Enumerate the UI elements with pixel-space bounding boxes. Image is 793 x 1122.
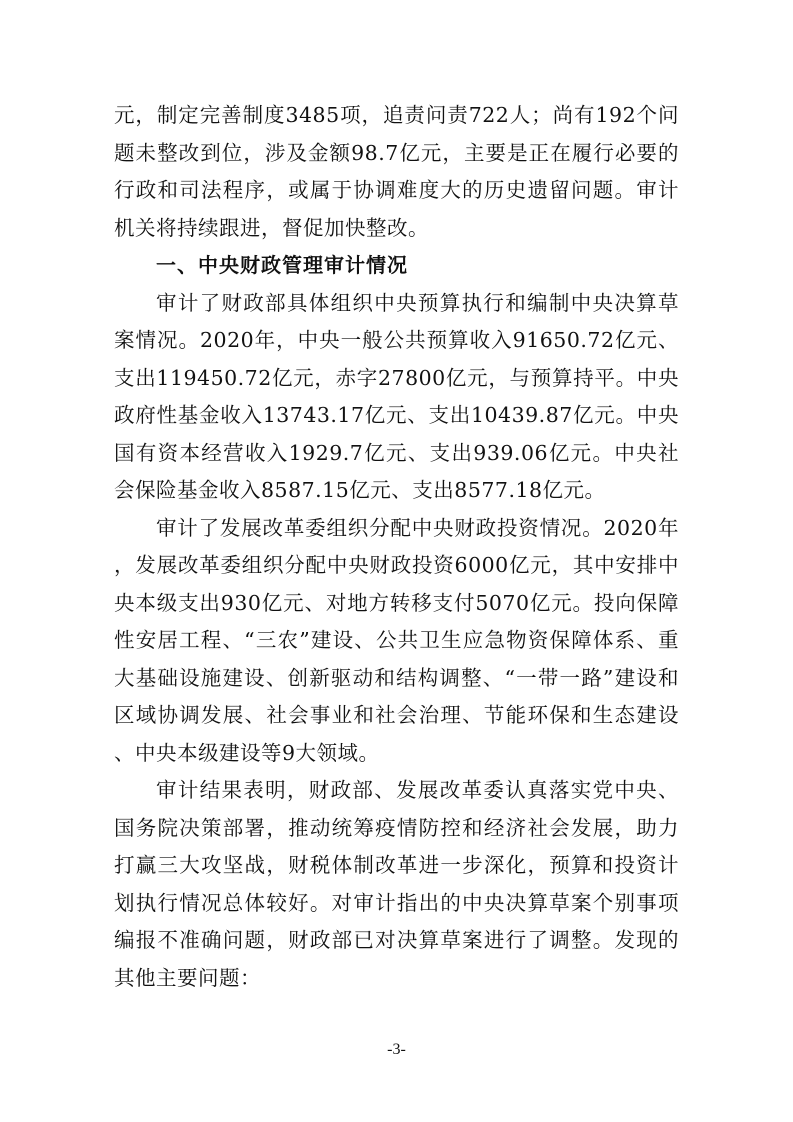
page-number: -3-	[387, 1041, 406, 1058]
document-body	[114, 97, 679, 997]
paragraph-mof-budget: 审计了财政部具体组织中央预算执行和编制中央决算草案情况。2020年，中央一般公共预算收入91650.72亿元、支出119450.72亿元，赤字27800亿元，与预算持平。中央政府性基金收入13743.17亿元、支出10439.87亿元。中央国有资本经营收入1929.7亿元、支出939.06亿元。中央社会保险基金收入8587.15亿元、支出8577.18亿元。	[114, 290, 679, 502]
paragraph-continuation: 元，制定完善制度3485项，追责问责722人；尚有192个问题未整改到位，涉及金额98.7亿元，主要是正在履行必要的行政和司法程序，或属于协调难度大的历史遗留问题。审计机关将持续跟进，督促加快整改。	[114, 103, 679, 240]
section-heading-central-finance-audit: 一、中央财政管理审计情况	[156, 253, 408, 277]
paragraph-audit-results: 审计结果表明，财政部、发展改革委认真落实党中央、国务院决策部署，推动统筹疫情防控和经济社会发展，助力打赢三大攻坚战，财税体制改革进一步深化，预算和投资计划执行情况总体较好。对审计指出的中央决算草案个别事项编报不准确问题，财政部已对决算草案进行了调整。发现的其他主要问题：	[114, 778, 679, 990]
paragraph-ndrc-investment: 审计了发展改革委组织分配中央财政投资情况。2020年，发展改革委组织分配中央财政投资6000亿元，其中安排中央本级支出930亿元、对地方转移支付5070亿元。投向保障性安居工程、“三农”建设、公共卫生应急物资保障体系、重大基础设施建设、创新驱动和结构调整、“一带一路”建设和区域协调发展、社会事业和社会治理、节能环保和生态建设、中央本级建设等9大领域。	[114, 515, 679, 765]
